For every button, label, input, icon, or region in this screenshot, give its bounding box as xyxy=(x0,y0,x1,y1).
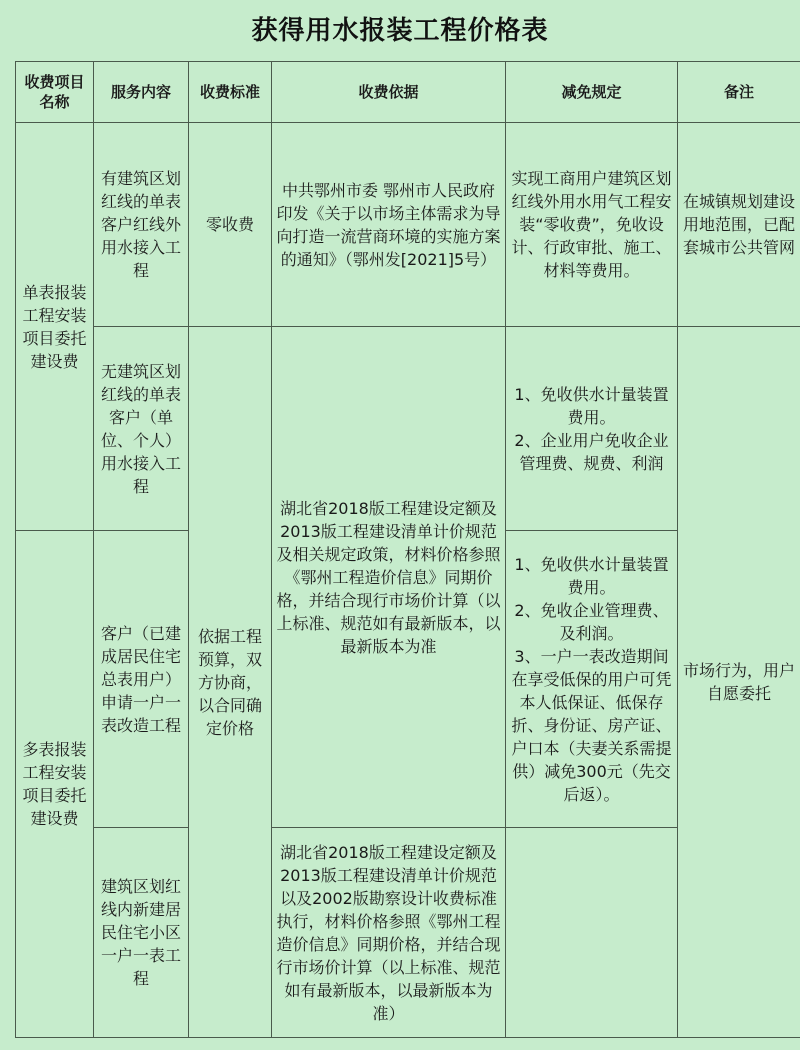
remark-shared-cell: 市场行为，用户自愿委托 xyxy=(678,327,800,1038)
service-cell: 有建筑区划红线的单表客户红线外用水接入工程 xyxy=(94,123,189,327)
header-service-content: 服务内容 xyxy=(94,62,189,123)
header-reduction-rules: 减免规定 xyxy=(506,62,678,123)
header-row xyxy=(16,62,800,123)
page-title: 获得用水报装工程价格表 xyxy=(251,16,549,46)
service-cell: 客户（已建成居民住宅总表用户）申请一户一表改造工程 xyxy=(94,531,189,828)
header-fee-basis: 收费依据 xyxy=(272,62,506,123)
reduction-empty-cell xyxy=(506,828,678,1038)
table-row xyxy=(16,327,800,531)
reduction-cell: 实现工商用户建筑区划红线外用水用气工程安装“零收费”，免收设计、行政审批、施工、材料等费用。 xyxy=(506,123,678,327)
service-cell: 无建筑区划红线的单表客户（单位、个人）用水接入工程 xyxy=(94,327,189,531)
basis-cell: 中共鄂州市委 鄂州市人民政府印发《关于以市场主体需求为导向打造一流营商环境的实施方案的通知》（鄂州发[2021]5号） xyxy=(272,123,506,327)
table-row xyxy=(16,123,800,327)
reduction-cell: 1、免收供水计量装置费用。 2、免收企业管理费、及利润。 3、一户一表改造期间在享受低保的用户可凭本人低保证、低保存折、身份证、房产证、户口本（夫妻关系需提供）减免300元（先交后返）。 xyxy=(506,531,678,828)
category-multi-meter: 多表报装工程安装项目委托建设费 xyxy=(16,531,94,1038)
price-table xyxy=(15,61,800,1038)
service-cell: 建筑区划红线内新建居民住宅小区一户一表工程 xyxy=(94,828,189,1038)
basis-shared-cell: 湖北省2018版工程建设定额及2013版工程建设清单计价规范及相关规定政策，材料价格参照《鄂州工程造价信息》同期价格，并结合现行市场价计算（以上标准、规范如有最新版本，以最新版本为准 xyxy=(272,327,506,828)
category-single-meter: 单表报装工程安装项目委托建设费 xyxy=(16,123,94,531)
standard-shared-cell: 依据工程预算，双方协商，以合同确定价格 xyxy=(189,327,272,1038)
standard-zero-fee: 零收费 xyxy=(189,123,272,327)
basis-cell: 湖北省2018版工程建设定额及2013版工程建设清单计价规范以及2002版勘察设计收费标准执行，材料价格参照《鄂州工程造价信息》同期价格，并结合现行市场价计算（以上标准、规范如有最新版本，以最新版本为准） xyxy=(272,828,506,1038)
remark-cell: 在城镇规划建设用地范围，已配套城市公共管网 xyxy=(678,123,800,327)
header-item-name: 收费项目名称 xyxy=(16,62,94,123)
header-fee-standard: 收费标准 xyxy=(189,62,272,123)
reduction-cell: 1、免收供水计量装置费用。 2、企业用户免收企业管理费、规费、利润 xyxy=(506,327,678,531)
header-remark: 备注 xyxy=(678,62,800,123)
